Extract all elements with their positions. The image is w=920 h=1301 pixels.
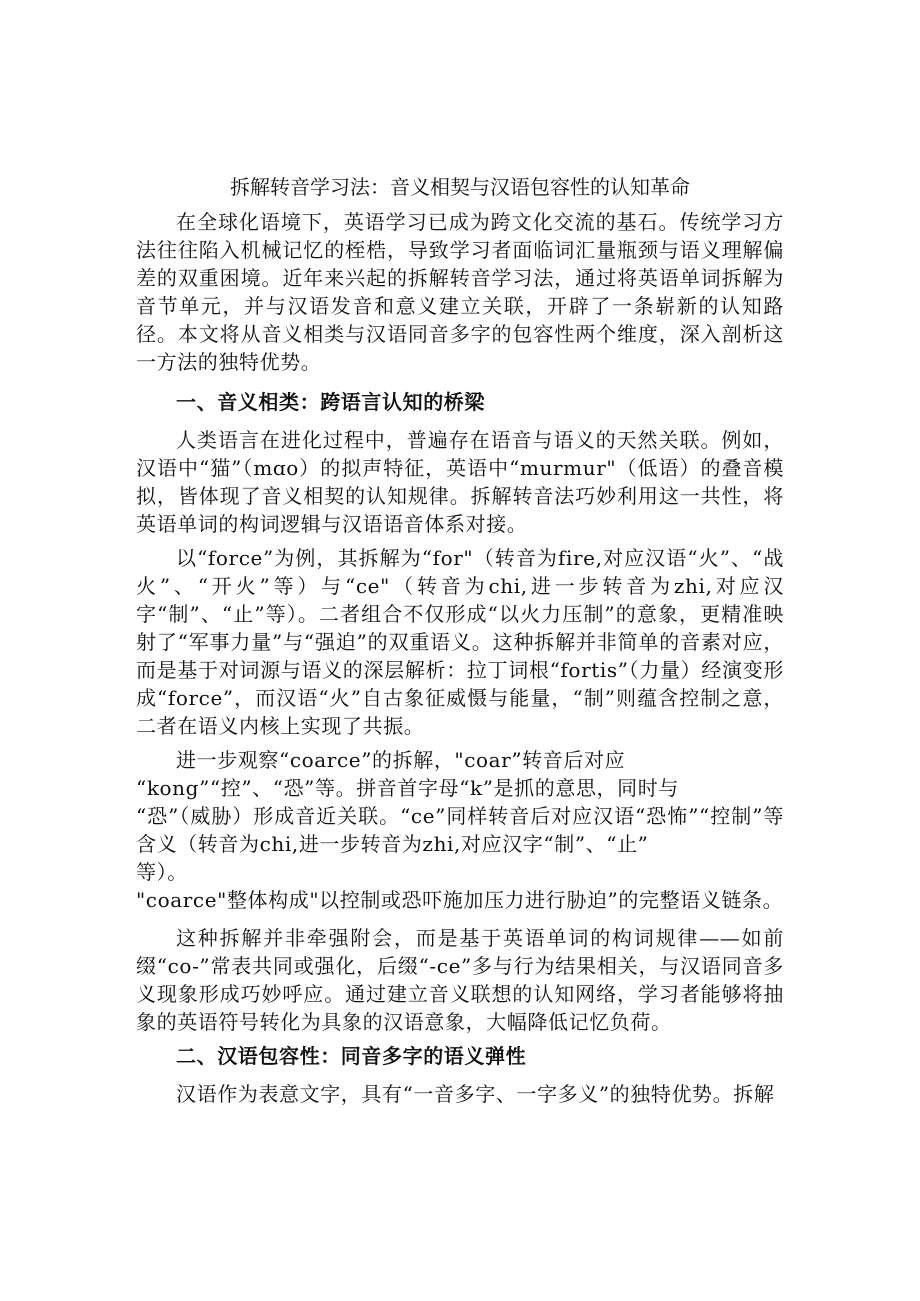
section1-heading: 一、音义相类：跨语言认知的桥梁	[176, 390, 485, 414]
intro-block	[136, 208, 784, 376]
section1-paragraph-1: 人类语言在进化过程中，普遍存在语音与语义的天然关联。例如，汉语中“猫”（mɑo）的拟声特征，英语中“murmur"（低语）的叠音模拟，皆体现了音义相契的认知规律。拆解转音法巧妙利用这一共性，将英语单词的构词逻辑与汉语语音体系对接。	[136, 428, 784, 536]
section1-paragraph-3-line-4: 等）。	[136, 860, 188, 884]
section1-p4-block	[136, 924, 784, 1036]
section1-paragraph-3-line-5: "coarce"整体构成"以控制或恐吓施加压力进行胁迫”的完整语义链条。	[136, 888, 784, 912]
section2-heading: 二、汉语包容性：同音多字的语义弹性	[176, 1044, 527, 1068]
section1-paragraph-3-line-3: “恐”（威胁）形成音近关联。“ce”同样转音后对应汉语“恐怖”“控制”等含义（转音为chi,进一步转音为zhi,对应汉字“制”、“止”	[136, 804, 784, 856]
section1-p1-block	[136, 426, 784, 538]
section1-p3-block	[136, 746, 784, 914]
section1-paragraph-3-line-1: 进一步观察“coarce”的拆解，"coar”转音后对应	[176, 748, 626, 772]
intro-paragraph: 在全球化语境下，英语学习已成为跨文化交流的基石。传统学习方法往往陷入机械记忆的桎梏，导致学习者面临词汇量瓶颈与语义理解偏差的双重困境。近年来兴起的拆解转音学习法，通过将英语单词拆解为音节单元，并与汉语发音和意义建立关联，开辟了一条崭新的认知路径。本文将从音义相类与汉语同音多字的包容性两个维度，深入剖析这一方法的独特优势。	[136, 210, 784, 374]
section1-paragraph-4: 这种拆解并非牵强附会，而是基于英语单词的构词规律——如前缀“co-”常表共同或强化，后缀“-ce”多与行为结果相关，与汉语同音多义现象形成巧妙呼应。通过建立音义联想的认知网络，学习者能够将抽象的英语符号转化为具象的汉语意象，大幅降低记忆负荷。	[136, 926, 784, 1034]
section1-paragraph-3-line-2: “kong”“控”、“恐”等。拼音首字母“k”是抓的意思，同时与	[136, 776, 679, 800]
document-title: 拆解转音学习法：音义相契与汉语包容性的认知革命	[230, 175, 690, 199]
section2-block	[136, 1042, 784, 1070]
section1-paragraph-2: 以“force”为例，其拆解为“for"（转音为fire,对应汉语“火”、“战火”、“开火”等）与“ce"（转音为chi,进一步转音为zhi,对应汉字“制”、“止”等）。二者组合不仅形成“以火力压制”的意象，更精准映射了“军事力量”与“强迫”的双重语义。这种拆解并非简单的音素对应，而是基于对词源与语义的深层解析：拉丁词根“fortis”（力量）经演变形成“force”，而汉语“火”自古象征威慑与能量，“制”则蕴含控制之意，二者在语义内核上实现了共振。	[136, 546, 784, 738]
section1-p2-block	[136, 544, 784, 740]
section2-paragraph-1: 汉语作为表意文字，具有“一音多字、一字多义”的独特优势。拆解	[176, 1082, 775, 1106]
section2-p1-block	[136, 1080, 784, 1108]
section1-block	[136, 388, 784, 416]
